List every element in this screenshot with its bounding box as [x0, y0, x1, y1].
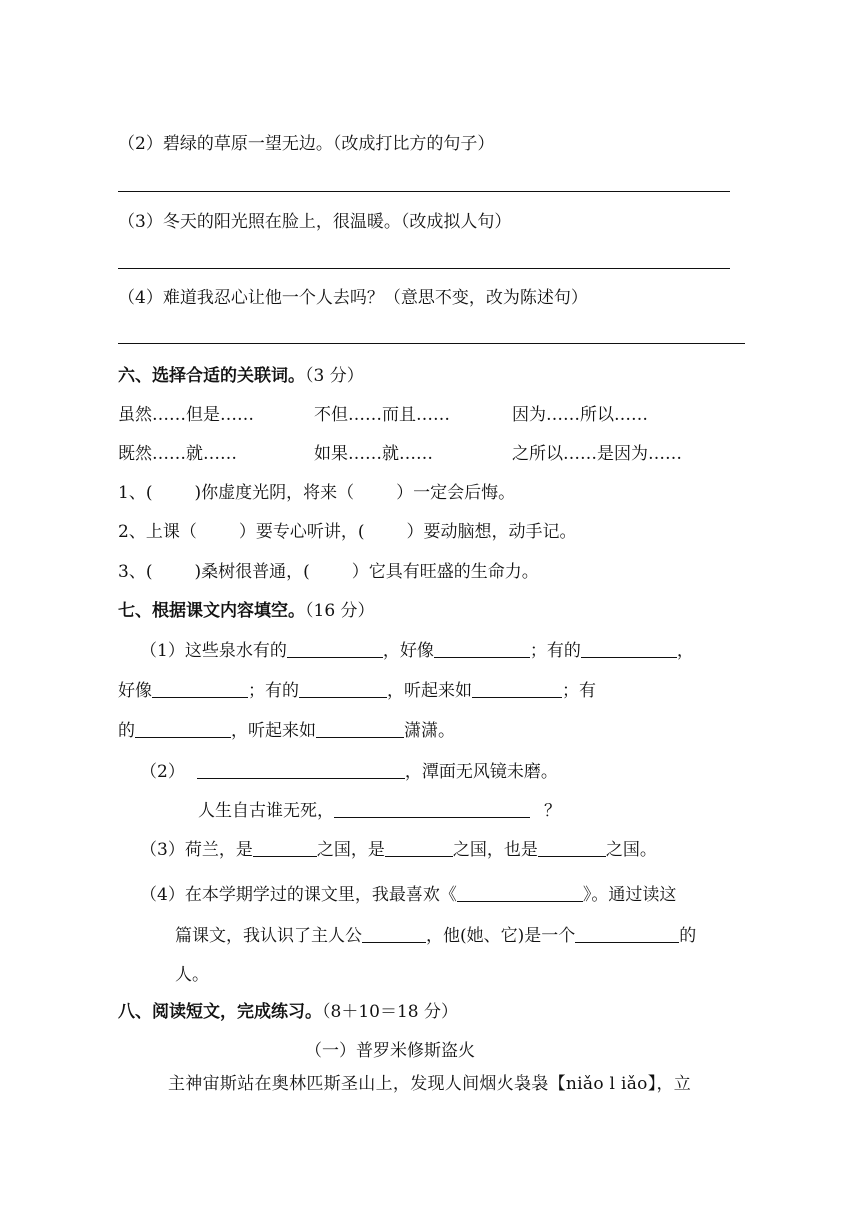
- text: 之国，是: [316, 840, 385, 860]
- q6-2-part-a: ）要专心听讲，(: [238, 522, 365, 542]
- fill-7-2-line-1: [140, 760, 558, 784]
- blank[interactable]: [334, 799, 530, 818]
- answer-line-5-4: [118, 343, 745, 344]
- option-3: 因为……所以……: [512, 405, 648, 425]
- text: ；有的: [248, 681, 299, 701]
- blank[interactable]: [538, 838, 606, 857]
- blank[interactable]: [472, 679, 562, 698]
- text: ；有: [562, 681, 596, 701]
- fill-7-4-line-1: [140, 883, 676, 907]
- text: 的: [679, 926, 697, 946]
- fill-7-1-line-3: [118, 719, 455, 743]
- text: ，听起来如: [387, 681, 472, 701]
- text: 好像: [118, 681, 152, 701]
- text: （1）这些泉水有的: [140, 641, 287, 661]
- q6-1-part-a: )你虚度光阴，将来（: [194, 483, 355, 503]
- text: ，听起来如: [231, 721, 316, 741]
- fill-7-4-line-2: [175, 924, 696, 948]
- question-6-2: [118, 520, 576, 544]
- option-6: 之所以……是因为……: [512, 444, 682, 464]
- fill-7-2-line-2: [198, 799, 561, 823]
- section-6-title: 六、选择合适的关联词。: [118, 366, 305, 386]
- q6-2-part-b: ）要动脑想，动手记。: [406, 522, 577, 542]
- text: （4）在本学期学过的课文里，我最喜欢《: [140, 885, 457, 905]
- fill-7-3: [140, 838, 657, 862]
- text: ，好像: [382, 641, 434, 661]
- option-5: 如果……就……: [314, 444, 433, 464]
- text: 之国，也是: [452, 840, 538, 860]
- blank[interactable]: [197, 760, 405, 779]
- question-5-2: （2）碧绿的草原一望无边。（改成打比方的句子）: [118, 134, 495, 154]
- q6-1-part-b: ）一定会后悔。: [396, 483, 516, 503]
- blank[interactable]: [362, 924, 426, 943]
- q6-3-part-b: ）它具有旺盛的生命力。: [351, 562, 539, 582]
- text: ，他(她、它)是一个: [426, 926, 576, 946]
- section-8-heading: [118, 1000, 458, 1024]
- section-8-score: （8＋10＝18 分）: [322, 1002, 458, 1022]
- answer-line-5-3: [118, 268, 730, 269]
- text: （3）荷兰，是: [140, 840, 253, 860]
- text: 潇潇。: [404, 721, 455, 741]
- section-7-heading: [118, 599, 375, 623]
- text: ？: [544, 801, 561, 821]
- question-6-1: [118, 481, 515, 505]
- blank[interactable]: [287, 639, 383, 658]
- text: 》。通过读这: [582, 885, 677, 905]
- fill-7-1-line-2: [118, 679, 596, 703]
- blank[interactable]: [575, 924, 679, 943]
- text: （2）: [140, 762, 185, 782]
- fill-7-1-line-1: [140, 639, 694, 663]
- blank[interactable]: [152, 679, 248, 698]
- blank[interactable]: [316, 719, 404, 738]
- passage-text: 主神宙斯站在奥林匹斯圣山上，发现人间烟火袅袅【niǎo l iǎo】，立: [168, 1074, 692, 1094]
- text: ；有的: [529, 641, 581, 661]
- blank[interactable]: [457, 883, 583, 902]
- question-6-3: [118, 560, 539, 584]
- q6-1-num: 1、(: [118, 483, 153, 503]
- q6-3-num: 3、(: [118, 562, 153, 582]
- blank[interactable]: [253, 838, 317, 857]
- question-5-4: （4）难道我忍心让他一个人去吗？（意思不变，改为陈述句）: [118, 288, 588, 308]
- option-2: 不但……而且……: [314, 405, 450, 425]
- option-4: 既然……就……: [118, 444, 237, 464]
- text: 的: [118, 721, 135, 741]
- text: 篇课文，我认识了主人公: [175, 926, 362, 946]
- section-6-score: （3 分）: [305, 366, 364, 386]
- blank[interactable]: [135, 719, 231, 738]
- text: ，: [676, 641, 694, 661]
- blank[interactable]: [434, 639, 530, 658]
- section-7-score: （16 分）: [305, 601, 375, 621]
- answer-line-5-2: [118, 191, 730, 192]
- text: 人生自古谁无死，: [198, 801, 334, 821]
- blank[interactable]: [385, 838, 453, 857]
- passage-title: （一）普罗米修斯盗火: [305, 1041, 475, 1061]
- fill-7-4-line-3: 人。: [175, 965, 209, 985]
- section-7-title: 七、根据课文内容填空。: [118, 601, 305, 621]
- blank[interactable]: [299, 679, 387, 698]
- section-6-heading: [118, 364, 364, 388]
- question-5-3: （3）冬天的阳光照在脸上，很温暖。（改成拟人句）: [118, 212, 512, 232]
- text: ，潭面无风镜未磨。: [404, 762, 558, 782]
- blank[interactable]: [581, 639, 677, 658]
- q6-3-part-a: )桑树很普通，(: [194, 562, 310, 582]
- text: 之国。: [605, 840, 657, 860]
- option-1: 虽然……但是……: [118, 405, 254, 425]
- q6-2-num: 2、上课（: [118, 522, 197, 542]
- section-8-title: 八、阅读短文，完成练习。: [118, 1002, 322, 1022]
